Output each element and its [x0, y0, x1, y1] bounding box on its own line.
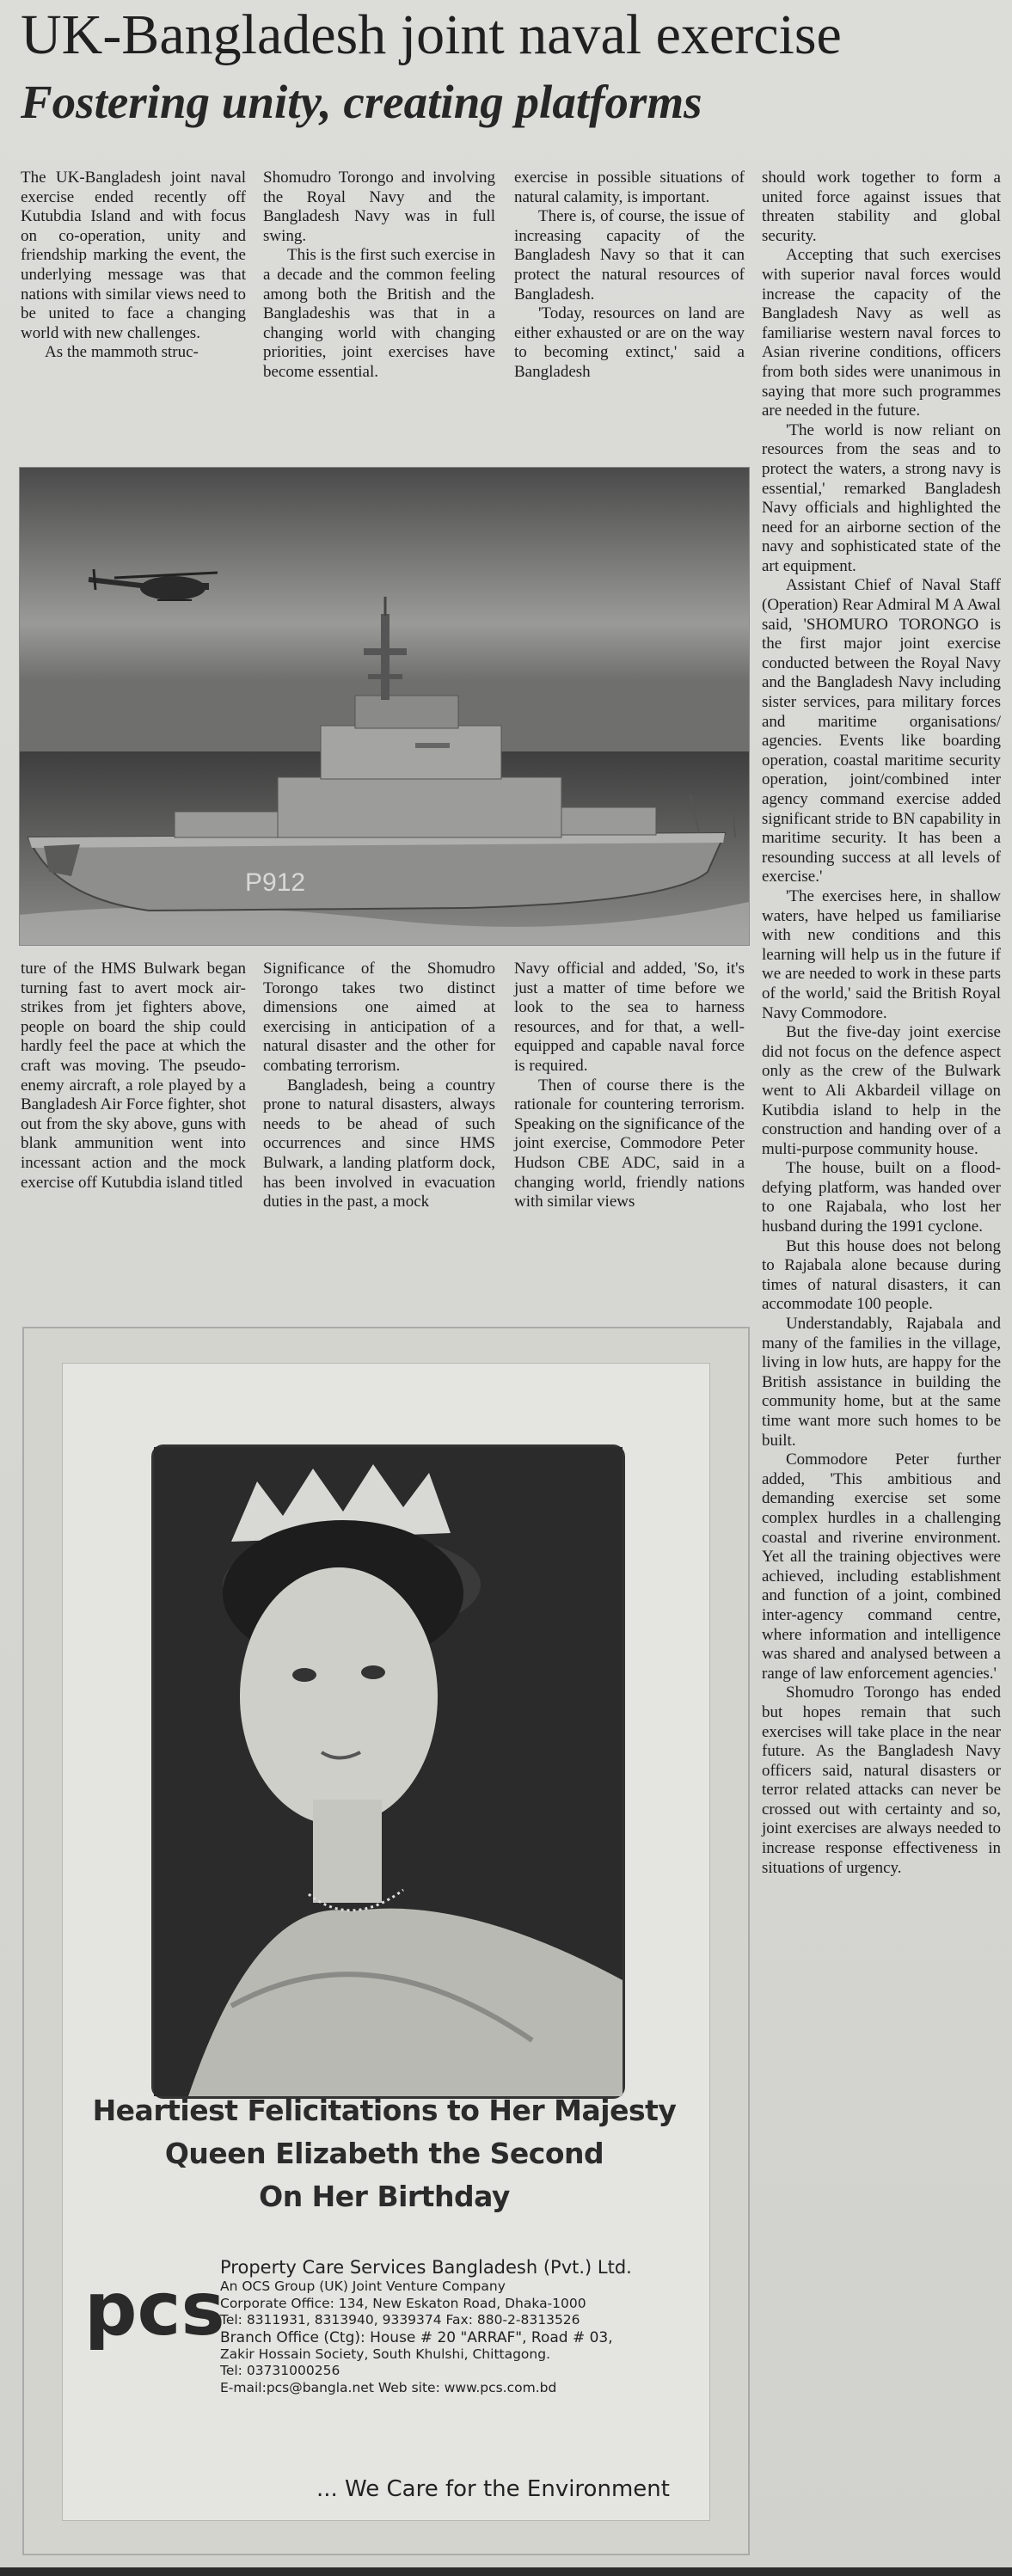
column-2-top: [263, 169, 495, 383]
headline: UK-Bangladesh joint naval exercise: [21, 3, 842, 66]
paragraph: Commodore Peter further added, 'This ambitious and demanding exercise set some complex hurdles in a challenging coastal and riverine environment. Yet all the training objectives were achieved, including establishment and function of a joint, combined inter-agency command centre, where information and intelligence was shared and analysed between a range of law enforcement agencies.': [762, 1451, 1001, 1683]
paragraph: The house, built on a flood-defying platform, was handed over to one Rajabala, who lost her husband during the 1991 cyclone.: [762, 1159, 1001, 1236]
paragraph: Shomudro Torongo and involving the Royal Navy and the Bangladesh Navy was in full swing.: [263, 169, 495, 245]
subheadline: Fostering unity, creating platforms: [21, 76, 702, 128]
queen-portrait: [154, 1447, 623, 2096]
column-3-top: [514, 169, 745, 383]
paragraph: Significance of the Shomudro Torongo takes two distinct dimensions one aimed at exercising in anticipation of a natural disaster and the other for combating terrorism.: [263, 960, 495, 1075]
branch-tel: Tel: 03731000256: [220, 2363, 340, 2378]
paragraph: As the mammoth struc-: [45, 343, 199, 362]
paragraph: Accepting that such exercises with superior naval forces would increase the capacity of the Bangladesh Navy as well as familiarise western naval forces to Asian riverine conditions, officers from both sides were unanimous in saying that more such programmes are needed in the future.: [762, 246, 1001, 420]
paragraph: 'The exercises here, in shallow waters, have helped us familiarise with new conditions and this learning will help us in the future if we are needed to work in these parts of the world,' said the British Royal Navy Commodore.: [762, 886, 1001, 1022]
paragraph: The UK-Bangladesh joint naval exercise ended recently off Kutubdia Island and with focus on co-operation, unity and friendship marking the event, the underlying message was that nations with similar views need to be united to face a changing world with new challenges.: [21, 169, 246, 342]
email-website: E-mail:pcs@bangla.net Web site: www.pcs.com.bd: [220, 2379, 557, 2395]
tagline: ... We Care for the Environment: [316, 2476, 670, 2502]
ad-line-3: On Her Birthday: [259, 2180, 510, 2213]
column-3-middle: [514, 960, 745, 1212]
hull-number: P912: [245, 868, 306, 897]
corporate-tel-fax: Tel: 8311931, 8313940, 9339374 Fax: 880-2-8313526: [220, 2312, 580, 2328]
company-info: [220, 2257, 702, 2396]
paragraph: 'Today, resources on land are either exhausted or are on the way to becoming extinct,' said a Bangladesh: [514, 304, 745, 381]
portrait-photo: [151, 1444, 625, 2099]
column-1-top: [21, 169, 246, 363]
paragraph: Understandably, Rajabala and many of the families in the village, living in low huts, are happy for the British assistance in building the community home, but at the same time want more such homes to be built.: [762, 1315, 1001, 1450]
paragraph: There is, of course, the issue of increasing capacity of the Bangladesh Navy so that it can protect the natural resources of Bangladesh.: [514, 207, 745, 304]
paragraph: should work together to form a united force against issues that threaten stability and global security.: [762, 169, 1001, 245]
paragraph: ture of the HMS Bulwark began turning fast to avert mock air-strikes from jet fighters above, people on board the ship could hardly feel the pace at which the craft was moving. The pseudo-enemy aircraft, a role played by a Bangladesh Air Force fighter, shot out from the sky above, guns with blank ammunition went into incessant action and the mock exercise off Kutubdia island titled: [21, 960, 246, 1192]
paragraph: exercise in possible situations of natural calamity, is important.: [514, 169, 745, 206]
branch-office: Branch Office (Ctg): House # 20 "ARRAF", Road # 03,: [220, 2328, 613, 2346]
ad-line-2: Queen Elizabeth the Second: [164, 2137, 604, 2170]
column-4: [762, 169, 1001, 1878]
column-2-middle: [263, 960, 495, 1212]
paragraph: But this house does not belong to Rajabala alone because during times of natural disasters, it can accommodate 100 people.: [762, 1236, 1001, 1314]
company-group: An OCS Group (UK) Joint Venture Company: [220, 2279, 506, 2294]
company-name: Property Care Services Bangladesh (Pvt.) Ltd.: [220, 2257, 632, 2278]
pcs-logo-text: pcs: [84, 2266, 225, 2352]
paragraph: Bangladesh, being a country prone to natural disasters, always needs to be ahead of such occurrences and since HMS Bulwark, a landing platform dock, has been involved in evacuation duties in the past, a mock: [263, 1076, 495, 1211]
branch-address: Zakir Hossain Society, South Khulshi, Chittagong.: [220, 2346, 551, 2362]
ship-illustration: [20, 468, 749, 945]
paragraph: Shomudro Torongo has ended but hopes remain that such exercises will take place in the near future. As the Bangladesh Navy officers said, natural disasters or terror related attacks can never be crossed out with certainty and so, joint exercises are always needed to increase response effectiveness in situations of urgency.: [762, 1684, 1001, 1877]
ship-photo: [19, 467, 750, 946]
paragraph: 'The world is now reliant on resources from the seas and to protect the waters, a strong navy is essential,' remarked Bangladesh Navy officials and highlighted the need for an airborne section of the navy and sophisticated state of the art equipment.: [762, 420, 1001, 575]
paragraph: Assistant Chief of Naval Staff (Operation) Rear Admiral M A Awal said, 'SHOMURO TORONGO is the first major joint exercise conducted between the Royal Navy and the Bangladesh Navy including sister services, para military forces and maritime organisations/ agencies. Events like boarding operation, coastal maritime security operation, joint/combined inter agency command exercise added significant stride to BN capability in maritime security. It has been a resounding success at all levels of exercise.': [762, 576, 1001, 886]
column-1-middle: [21, 960, 246, 1193]
pcs-logo: [84, 2261, 225, 2364]
paragraph: Then of course there is the rationale for countering terrorism. Speaking on the significance of the joint exercise, Commodore Peter Hudson CBE ADC, said in a changing world, friendly nations with similar views: [514, 1076, 745, 1211]
paragraph: Navy official and added, 'So, it's just a matter of time before we look to the sea to harness resources, and for that, a well-equipped and capable naval force is required.: [514, 960, 745, 1075]
paragraph: But the five-day joint exercise did not focus on the defence aspect only as the crew of the Bulwark went to Ali Akbardeil village on Kutibdia island to help in the construction and handing over of a multi-purpose community house.: [762, 1023, 1001, 1158]
corporate-office: Corporate Office: 134, New Eskaton Road, Dhaka-1000: [220, 2295, 586, 2311]
paragraph: This is the first such exercise in a decade and the common feeling among both the British and the Bangladeshis was that in a changing world with changing priorities, joint exercises have become essential.: [263, 246, 495, 381]
ad-line-1: Heartiest Felicitations to Her Majesty: [92, 2094, 677, 2127]
bottom-border: [0, 2567, 1012, 2576]
